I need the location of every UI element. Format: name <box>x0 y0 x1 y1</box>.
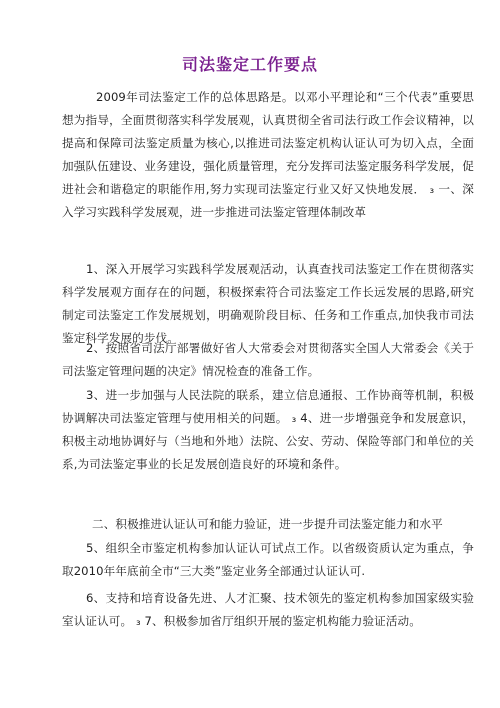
paragraph-items-6-7: 6、支持和培育设备先进、人才汇聚、技术领先的鉴定机构参加国家级实验室认证认可。 ₃ 7、积极参加省厅组织开展的鉴定机构能力验证活动。 <box>62 591 474 628</box>
section-heading-2: 二、积极推进认证认可和能力验证，进一步提升司法鉴定能力和水平 <box>92 517 443 531</box>
paragraph-overall-approach: 2009年司法鉴定工作的总体思路是。以邓小平理论和“三个代表”重要思想为指导，全面贯彻落实科学发展观，认真贯彻全省司法行政工作会议精神，以提高和保障司法鉴定质量为核心,以推进司法鉴定机构认证认可为切入点，全面加强队伍建设、业务建设，强化质量管理，充分发挥司法鉴定服务科学发展，促进社会和谐稳定的职能作用,努力实现司法鉴定行业又好又快地发展． ₃ 一、深入学习实践科学发展观，进一步推进司法鉴定管理体制改革 <box>62 90 474 219</box>
paragraph-item-5: 5、组织全市鉴定机构参加认证认可试点工作。以省级资质认定为重点，争取2010年年底前全市“三大类”鉴定业务全部通过认证认可. <box>62 541 474 578</box>
paragraph-item-1: 1、深入开展学习实践科学发展观活动，认真查找司法鉴定工作在贯彻落实科学发展观方面存在的问题，积极探索符合司法鉴定工作长远发展的思路,研究制定司法鉴定工作发展规划，明确观阶段目标、任务和工作重点,加快我市司法鉴定科学发展的步伐。 <box>62 262 474 345</box>
paragraph-item-2: 2、按照省司法厅部署做好省人大常委会对贯彻落实全国人大常委会《关于司法鉴定管理问题的决定》情况检查的准备工作。 <box>62 341 474 378</box>
paragraph-items-3-4: 3、进一步加强与人民法院的联系，建立信息通报、工作协商等机制，积极协调解决司法鉴定管理与使用相关的问题。 ₃ 4、进一步增强竞争和发展意识，积极主动地协调好与（当地和外地）法院、公安、劳动、保险等部门和单位的关系,为司法鉴定事业的长足发展创造良好的环境和条件。 <box>62 388 474 471</box>
document-title: 司法鉴定工作要点 <box>181 55 318 74</box>
